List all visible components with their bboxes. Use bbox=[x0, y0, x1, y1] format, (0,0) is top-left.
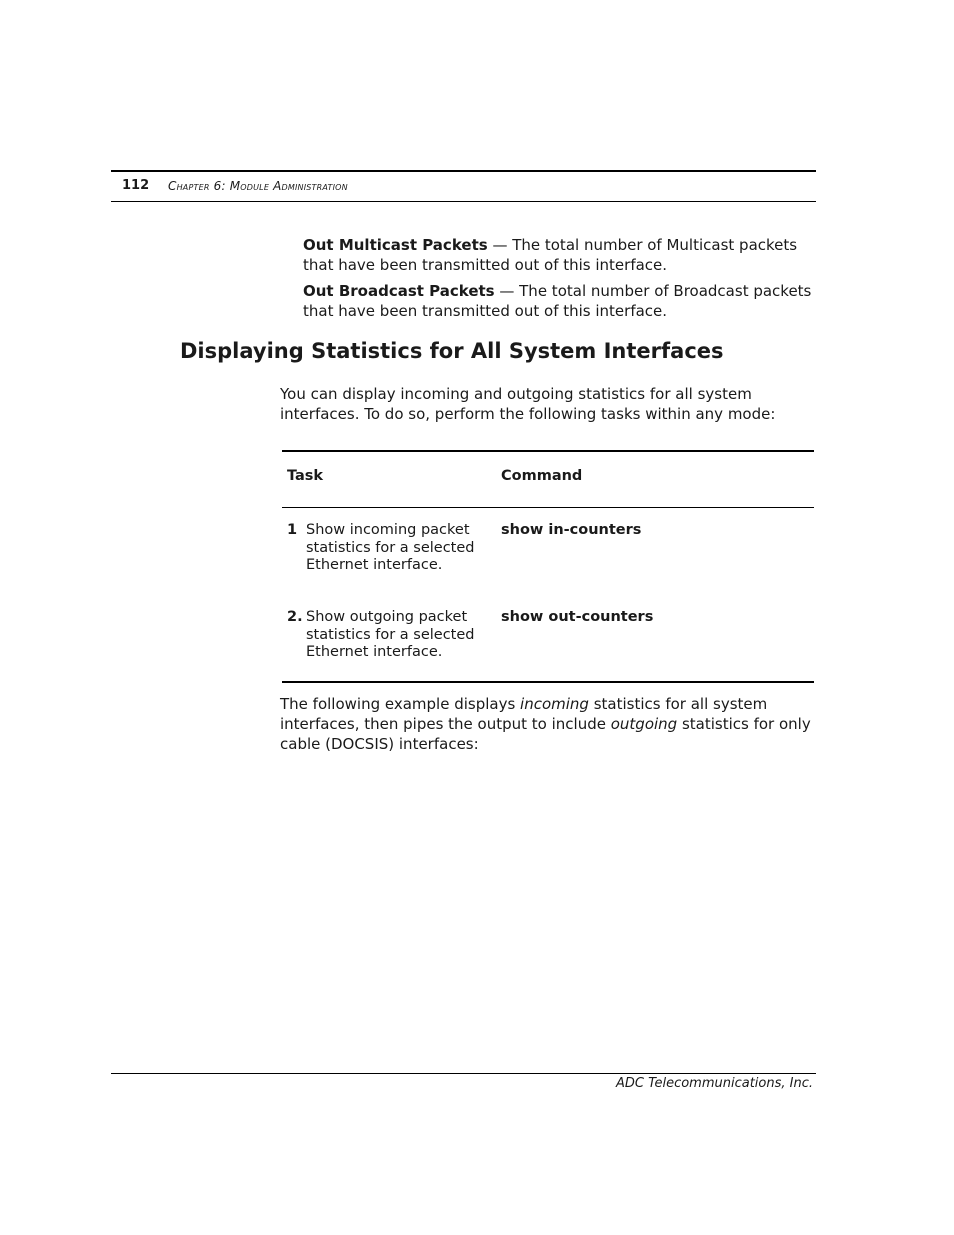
example-emphasis: outgoing bbox=[610, 715, 678, 733]
example-text: statistics for all system interfaces, then pipes the output to include bbox=[280, 695, 768, 733]
table-row-number: 1 bbox=[287, 522, 298, 538]
table-header-task: Task bbox=[287, 468, 324, 484]
table-rule-bottom bbox=[282, 681, 814, 683]
example-emphasis: incoming bbox=[520, 695, 589, 713]
section-title: Displaying Statistics for All System Interfaces bbox=[180, 339, 724, 363]
example-paragraph bbox=[280, 694, 815, 754]
definition-text: — The total number of Broadcast packets that have been transmitted out of this interface. bbox=[303, 282, 812, 320]
footer-company: ADC Telecommunications, Inc. bbox=[616, 1076, 813, 1091]
table-rule-header bbox=[282, 507, 814, 508]
definition-out-multicast bbox=[303, 235, 813, 275]
page-number: 112 bbox=[122, 178, 150, 193]
table-row-number: 2. bbox=[287, 609, 303, 625]
table-rule-top bbox=[282, 450, 814, 452]
example-text: statistics for only cable (DOCSIS) interfaces: bbox=[280, 715, 811, 753]
footer-rule bbox=[111, 1073, 816, 1074]
table-row-command: show out-counters bbox=[501, 609, 654, 625]
header-rule-bottom bbox=[111, 201, 816, 202]
chapter-title: Chapter 6: Module Administration bbox=[168, 179, 348, 193]
table-row-task: Show incoming packet statistics for a selected Ethernet interface. bbox=[306, 522, 475, 573]
table-row-task: Show outgoing packet statistics for a selected Ethernet interface. bbox=[306, 609, 475, 660]
table-row-command: show in-counters bbox=[501, 522, 642, 538]
definition-text: — The total number of Multicast packets that have been transmitted out of this interface. bbox=[303, 236, 798, 274]
example-text: The following example displays bbox=[280, 695, 521, 713]
header-rule-top bbox=[111, 170, 816, 172]
definition-out-broadcast bbox=[303, 281, 813, 321]
definition-term: Out Broadcast Packets bbox=[303, 282, 495, 300]
table-header-command: Command bbox=[501, 468, 583, 484]
section-intro: You can display incoming and outgoing statistics for all system interfaces. To do so, perform the following tasks within any mode: bbox=[280, 385, 776, 423]
definition-term: Out Multicast Packets bbox=[303, 236, 488, 254]
